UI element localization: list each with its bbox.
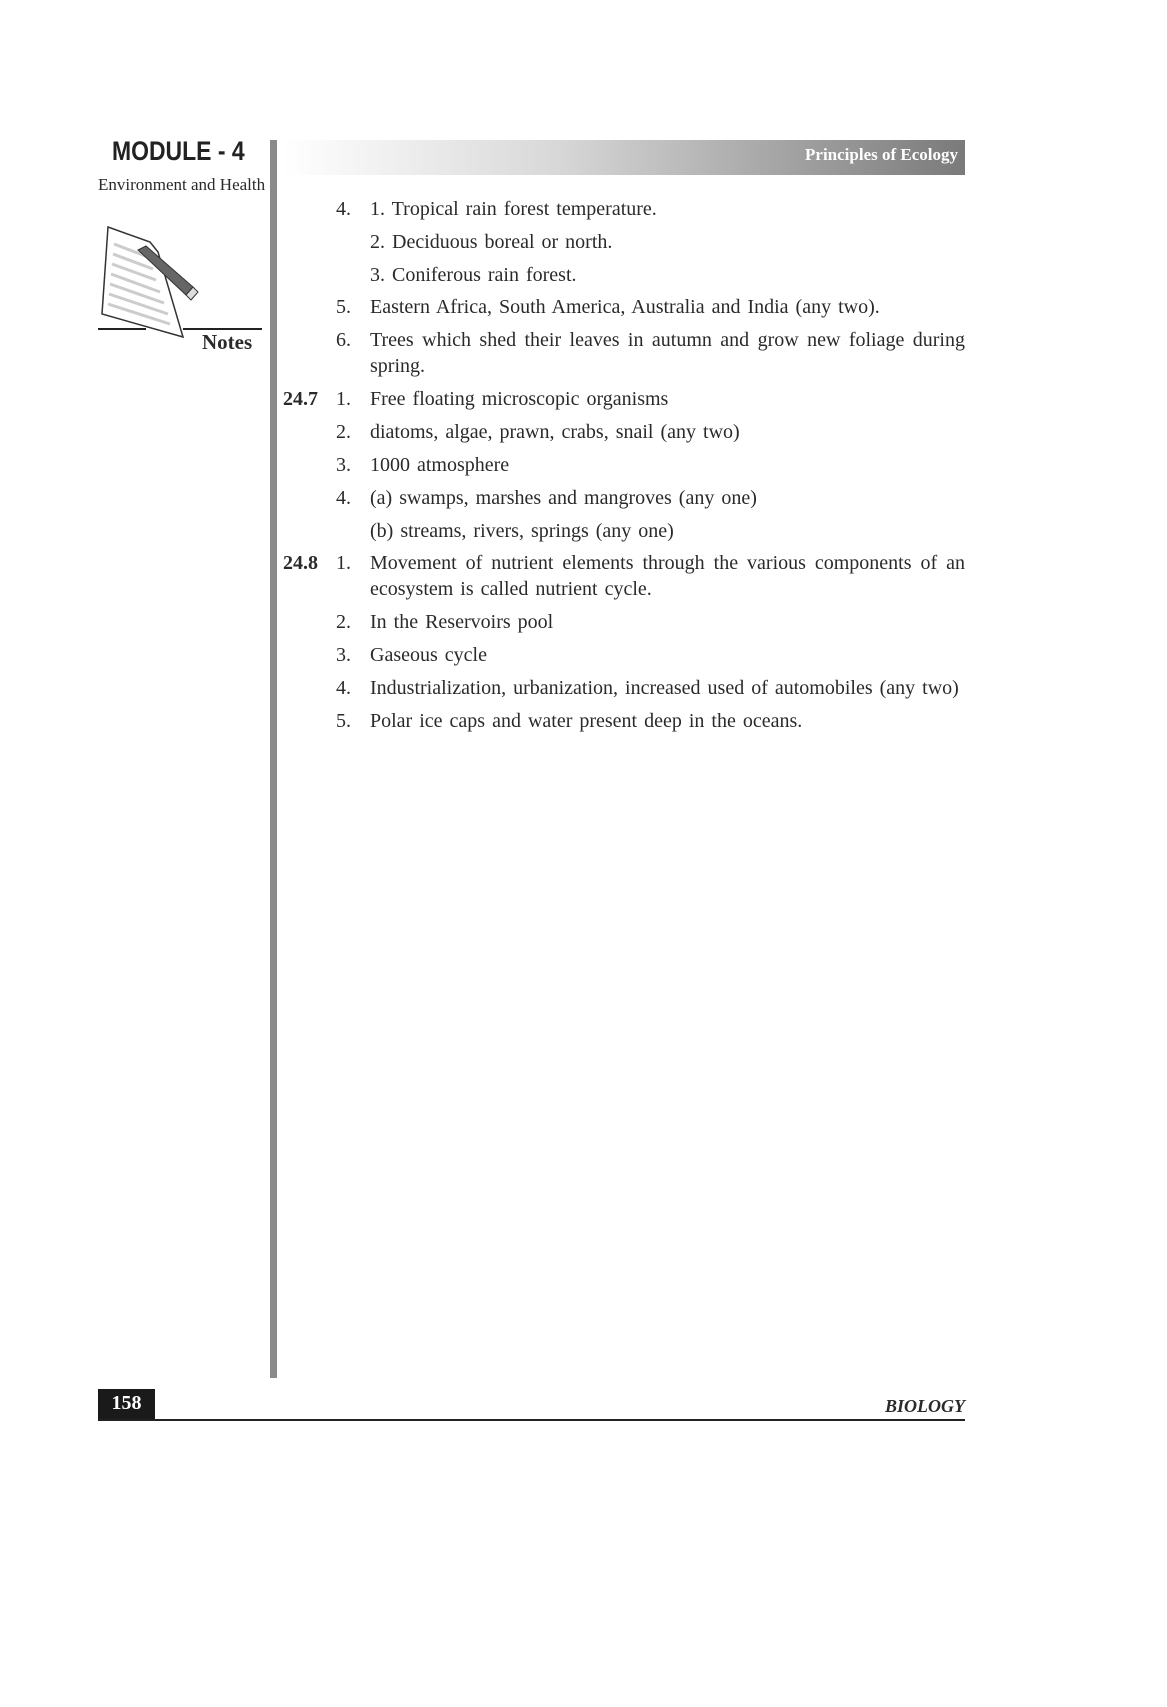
item-text: Eastern Africa, South America, Australia and India (any two). [370,296,880,318]
item-text: 2. Deciduous boreal or north. [370,231,613,253]
module-subtitle: Environment and Health [98,175,266,194]
module-title: MODULE - 4 [112,136,245,166]
item-text: Trees which shed their leaves in autumn and grow new foliage during spring. [370,329,965,377]
notes-pencil-icon [98,222,264,342]
margin-divider [270,140,277,1378]
item-text: In the Reservoirs pool [370,611,554,633]
notes-label: Notes [202,330,253,354]
item-number: 4. [336,677,351,699]
chapter-title: Principles of Ecology [805,145,958,164]
item-text: Free floating microscopic organisms [370,388,669,410]
item-text: 3. Coniferous rain forest. [370,264,577,286]
item-number: 2. [336,611,351,633]
subject-label: BIOLOGY [885,1396,965,1416]
item-number: 2. [336,421,351,443]
item-text: Movement of nutrient elements through the various components of an ecosystem is called nutrient cycle. [370,552,965,600]
item-number: 4. [336,198,351,220]
chapter-banner [283,140,965,175]
item-number: 5. [336,710,351,732]
item-number: 5. [336,296,351,318]
section-number: 24.8 [283,552,318,574]
item-text: Industrialization, urbanization, increased used of automobiles (any two) [370,677,959,699]
item-text: Polar ice caps and water present deep in the oceans. [370,710,803,732]
item-number: 1. [336,552,351,574]
item-number: 6. [336,329,351,351]
item-number: 3. [336,454,351,476]
item-text: 1000 atmosphere [370,454,510,476]
item-text: Gaseous cycle [370,644,487,666]
item-number: 4. [336,487,351,509]
item-number: 3. [336,644,351,666]
item-text: (b) streams, rivers, springs (any one) [370,520,674,542]
footer-rule [98,1419,965,1421]
item-number: 1. [336,388,351,410]
item-text: (a) swamps, marshes and mangroves (any one) [370,487,757,509]
item-text: 1. Tropical rain forest temperature. [370,198,657,220]
section-number: 24.7 [283,388,318,410]
item-text: diatoms, algae, prawn, crabs, snail (any two) [370,421,740,443]
page-number: 158 [98,1389,155,1420]
